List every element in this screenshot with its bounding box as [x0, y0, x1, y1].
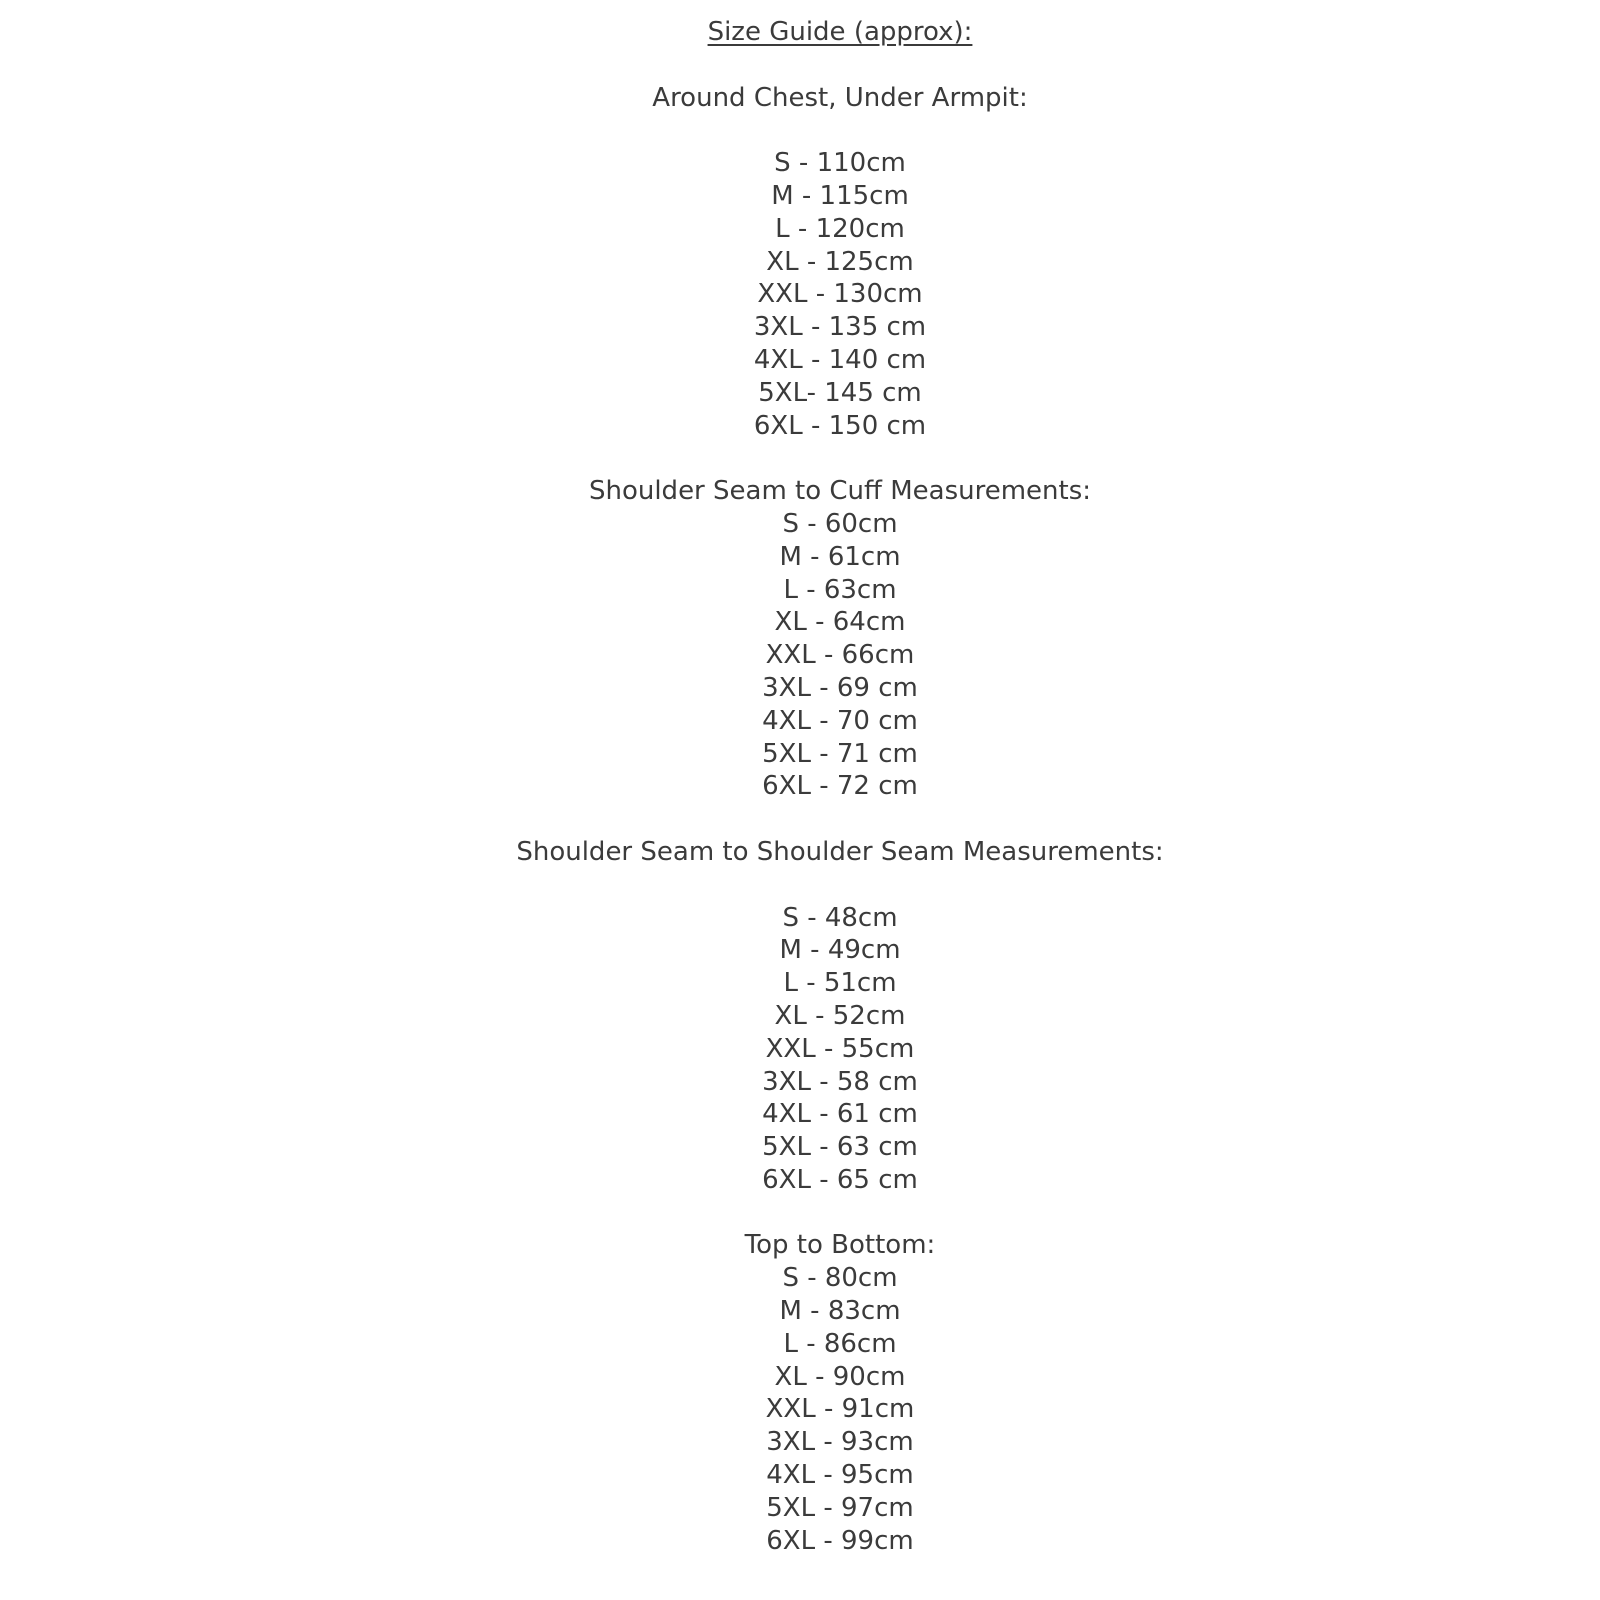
blank-line	[80, 869, 1600, 902]
blank-line	[80, 49, 1600, 82]
size-item: 6XL - 65 cm	[762, 1164, 918, 1195]
size-item: XXL - 55cm	[765, 1033, 915, 1064]
size-section	[80, 442, 1600, 803]
size-item: XL - 64cm	[774, 607, 906, 638]
size-item: 4XL - 70 cm	[762, 705, 918, 736]
size-item: 5XL - 71 cm	[762, 738, 918, 769]
size-item: XXL - 66cm	[765, 640, 915, 671]
section-heading: Around Chest, Under Armpit:	[652, 82, 1028, 113]
size-item: XXL - 91cm	[765, 1394, 915, 1425]
size-item: L - 120cm	[775, 213, 905, 244]
size-item: 5XL - 63 cm	[762, 1132, 918, 1163]
size-item: 3XL - 58 cm	[762, 1066, 918, 1097]
size-item: 5XL- 145 cm	[758, 377, 922, 408]
size-section	[80, 1197, 1600, 1558]
size-item: 3XL - 69 cm	[762, 672, 918, 703]
size-item: L - 51cm	[783, 968, 897, 999]
section-heading: Top to Bottom:	[744, 1230, 936, 1261]
size-item: M - 115cm	[771, 180, 909, 211]
size-item: XL - 90cm	[774, 1361, 906, 1392]
size-item: 4XL - 95cm	[766, 1460, 914, 1491]
sections-container	[80, 49, 1600, 1558]
size-item: S - 60cm	[782, 508, 898, 539]
size-item: 5XL - 97cm	[766, 1492, 914, 1523]
size-item: S - 48cm	[782, 902, 898, 933]
section-heading: Shoulder Seam to Shoulder Seam Measurements:	[516, 836, 1164, 867]
size-section	[80, 49, 1600, 443]
size-item: 6XL - 150 cm	[753, 410, 927, 441]
size-section	[80, 803, 1600, 1197]
page-title: Size Guide (approx):	[707, 17, 973, 47]
size-item: 4XL - 140 cm	[753, 344, 927, 375]
size-item: L - 86cm	[783, 1328, 897, 1359]
size-item: M - 83cm	[779, 1296, 901, 1327]
size-item: 3XL - 135 cm	[753, 312, 927, 343]
size-item: 6XL - 99cm	[766, 1525, 914, 1556]
size-item: 4XL - 61 cm	[762, 1099, 918, 1130]
size-item: S - 80cm	[782, 1263, 898, 1294]
blank-line	[80, 803, 1600, 836]
size-item: XXL - 130cm	[757, 279, 923, 310]
size-item: 6XL - 72 cm	[762, 771, 918, 802]
blank-line	[80, 442, 1600, 475]
blank-line	[80, 114, 1600, 147]
blank-line	[80, 1197, 1600, 1230]
size-item: M - 49cm	[779, 935, 901, 966]
size-item: L - 63cm	[783, 574, 897, 605]
size-item: XL - 52cm	[774, 1000, 906, 1031]
size-item: S - 110cm	[774, 148, 906, 179]
size-item: 3XL - 93cm	[766, 1427, 914, 1458]
size-item: M - 61cm	[779, 541, 901, 572]
section-heading: Shoulder Seam to Cuff Measurements:	[588, 476, 1092, 507]
size-item: XL - 125cm	[766, 246, 914, 277]
